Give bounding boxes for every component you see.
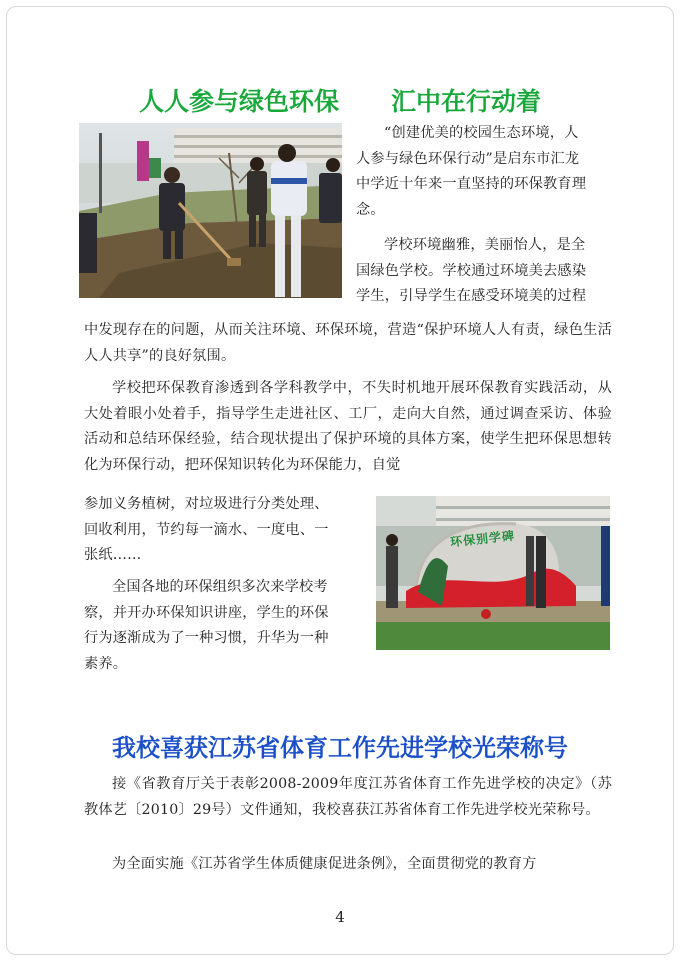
section1-para3: 学校把环保教育渗透到各学科教学中，不失时机地开展环保教育实践活动，从大处着眼小处着手，指导学生走进社区、工厂，走向大自然，通过调查采访、体验活动和总结环保经验，结合现状提出了保护环境的具体方案，使学生把环保思想转化为环保行动，把环保知识转化为环保能力，自觉 [84, 380, 612, 473]
section2-para1: 接《省教育厅关于表彰2008-2009年度江苏省体育工作先进学校的决定》（苏教体艺〔2010〕29号）文件通知，我校喜获江苏省体育工作先进学校光荣称号。 [84, 776, 612, 818]
text-line: 参加义务植树，对垃圾进行分类处理、 [84, 496, 329, 512]
text-line: 中学近十年来一直坚持的环保教育理 [356, 176, 587, 193]
environmental-title-left: 人人参与绿色环保 [138, 87, 339, 116]
text-line: 学生，引导学生在感受环境美的过程 [356, 288, 587, 305]
page-number: 4 [335, 908, 345, 926]
stone-inscription-text: 环保别学碑 [449, 528, 516, 550]
text-line: 素养。 [84, 655, 128, 672]
text-line: 张纸…… [84, 547, 142, 564]
text-line: 行为逐渐成为了一种习惯，升华为一种 [84, 630, 329, 647]
section1-para2-head [356, 233, 614, 310]
environmental-title [0, 82, 680, 118]
text-line: 全国各地的环保组织多次来学校考 [112, 579, 328, 595]
text-line: “创建优美的校园生态环境，人 [384, 125, 579, 141]
section1-para1 [356, 121, 614, 223]
text-line: 念。 [356, 201, 385, 218]
section1-para3-tail [84, 492, 374, 569]
section2-para2: 为全面实施《江苏省学生体质健康促进条例》，全面贯彻党的教育方 [112, 856, 537, 872]
stone-ceremony-photo [376, 496, 610, 650]
section1-para4 [84, 575, 374, 677]
tree-planting-photo [79, 123, 342, 298]
text-line: 人参与绿色环保行动”是启东市汇龙 [356, 150, 580, 167]
section1-para2-tail: 中发现存在的问题，从而关注环境、环保环境，营造“保护环境人人有责，绿色生活人人共享”的良好氛围。 [84, 322, 612, 364]
text-line: 察，并开办环保知识讲座，学生的环保 [84, 604, 329, 621]
text-line: 国绿色学校。学校通过环境美去感染 [356, 262, 587, 279]
text-line: 回收利用，节约每一滴水、一度电、一 [84, 521, 329, 538]
environmental-title-right: 汇中在行动着 [391, 87, 542, 116]
sports-award-title: 我校喜获江苏省体育工作先进学校光荣称号 [112, 734, 568, 762]
text-line: 学校环境幽雅，美丽怡人，是全 [384, 237, 586, 253]
